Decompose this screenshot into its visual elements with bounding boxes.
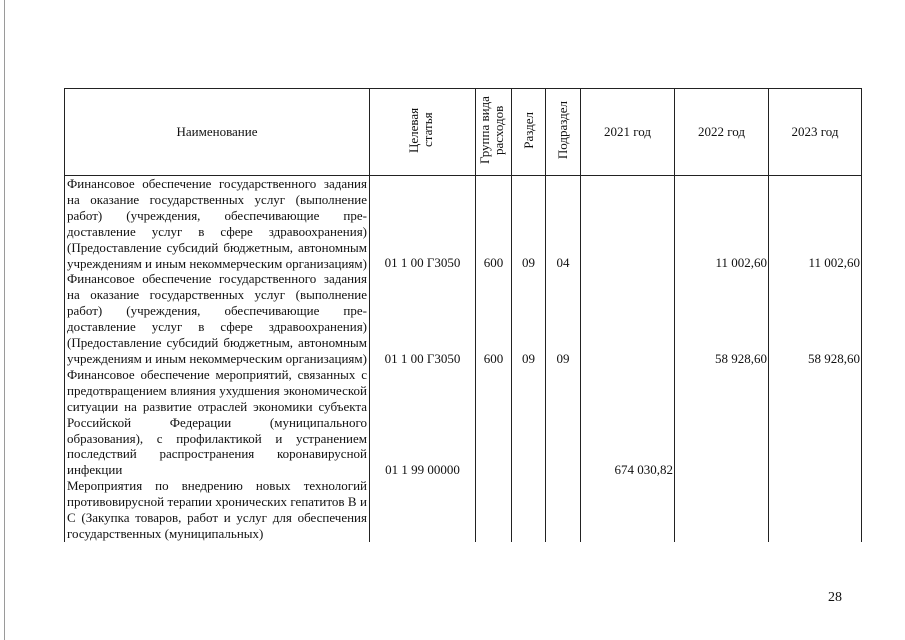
row-name: Финансовое обеспечение государственного задания на оказание государственных услуг (выполнение работ) (учреждения, обеспечивающие предоставление услуг в сфере здравоохранения) (Предоставление субсидий бюджетным, автономным учреждениям и иным некоммерческим организациям) bbox=[65, 271, 370, 366]
header-target: Целевая статья bbox=[370, 89, 476, 176]
header-name: Наименование bbox=[65, 89, 370, 176]
row-group bbox=[476, 478, 512, 542]
row-target bbox=[370, 478, 476, 542]
header-section: Раздел bbox=[512, 89, 546, 176]
row-target: 01 1 00 Г3050 bbox=[370, 271, 476, 366]
table-row bbox=[65, 478, 862, 542]
table-row bbox=[65, 271, 862, 366]
row-target: 01 1 99 00000 bbox=[370, 367, 476, 478]
row-target: 01 1 00 Г3050 bbox=[370, 176, 476, 272]
row-group bbox=[476, 367, 512, 478]
row-2021 bbox=[581, 271, 675, 366]
row-section bbox=[512, 367, 546, 478]
row-2021: 674 030,82 bbox=[581, 367, 675, 478]
row-group: 600 bbox=[476, 271, 512, 366]
row-section: 09 bbox=[512, 271, 546, 366]
row-2023 bbox=[769, 367, 862, 478]
row-subsection: 04 bbox=[546, 176, 581, 272]
row-2022: 11 002,60 bbox=[675, 176, 769, 272]
row-group: 600 bbox=[476, 176, 512, 272]
row-2022 bbox=[675, 478, 769, 542]
row-2022 bbox=[675, 367, 769, 478]
row-subsection: 09 bbox=[546, 271, 581, 366]
row-subsection bbox=[546, 478, 581, 542]
header-2023: 2023 год bbox=[769, 89, 862, 176]
page-left-edge bbox=[4, 0, 5, 640]
header-2021: 2021 год bbox=[581, 89, 675, 176]
row-2022: 58 928,60 bbox=[675, 271, 769, 366]
row-section: 09 bbox=[512, 176, 546, 272]
row-section bbox=[512, 478, 546, 542]
row-2023: 11 002,60 bbox=[769, 176, 862, 272]
budget-table bbox=[64, 88, 862, 542]
row-2021 bbox=[581, 478, 675, 542]
table-row bbox=[65, 367, 862, 478]
row-2021 bbox=[581, 176, 675, 272]
row-subsection bbox=[546, 367, 581, 478]
row-name: Финансовое обеспечение государственного задания на оказание государственных услуг (выполнение работ) (учреждения, обеспечивающие предоставление услуг в сфере здравоохранения) (Предоставление субсидий бюджетным, автономным учреждениям и иным некоммерческим организациям) bbox=[65, 176, 370, 272]
header-2022: 2022 год bbox=[675, 89, 769, 176]
page-number: 28 bbox=[828, 590, 842, 605]
row-2023 bbox=[769, 478, 862, 542]
header-group: Группа вида расходов bbox=[476, 89, 512, 176]
header-subsection: Подраздел bbox=[546, 89, 581, 176]
table-header-row bbox=[65, 89, 862, 176]
row-2023: 58 928,60 bbox=[769, 271, 862, 366]
row-name: Мероприятия по внедрению новых технологий противовирусной терапии хронических гепатитов В и С (Закупка товаров, работ и услуг для обеспечения государственных (муниципальных) bbox=[65, 478, 370, 542]
row-name: Финансовое обеспечение мероприятий, связанных с предотвращением влияния ухудшения экономической ситуации на развитие отраслей экономики субъекта Российской Федерации (муниципального образования), с профилактикой и устранением последствий распространения коронавирусной инфекции bbox=[65, 367, 370, 478]
table-row bbox=[65, 176, 862, 272]
